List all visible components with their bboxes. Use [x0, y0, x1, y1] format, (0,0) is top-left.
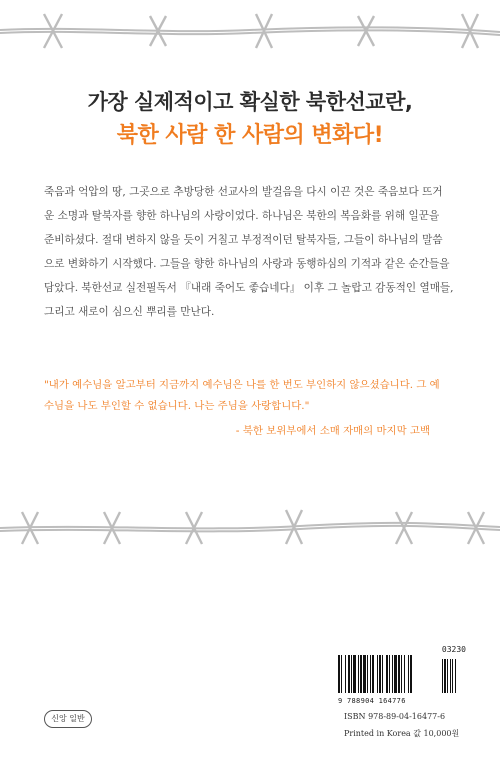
quote-line: 수님을 나도 부인할 수 없습니다. 나는 주님을 사랑합니다." — [44, 400, 310, 412]
paragraph-line: 죽음과 억압의 땅, 그곳으로 추방당한 선교사의 발걸음을 다시 이끈 것은 죽음보다 뜨거 — [44, 186, 443, 198]
barcode-bars — [338, 655, 466, 693]
barcode-addon-number: 03230 — [441, 645, 466, 654]
quote-line: "내가 예수님을 알고부터 지금까지 예수님은 나를 한 번도 부인하지 않으셨습니다. 그 예 — [44, 379, 440, 391]
barbed-wire-middle — [0, 496, 500, 556]
barcode — [338, 645, 466, 705]
barbed-wire-top — [0, 0, 500, 60]
quote-attribution: - 북한 보위부에서 소매 자매의 마지막 고백 — [235, 425, 430, 437]
isbn-text: ISBN 978-89-04-16477-6 — [344, 712, 446, 721]
headline-line-1: 가장 실제적이고 확실한 북한선교란, — [87, 90, 413, 114]
paragraph-line: 운 소명과 탈북자를 향한 하나님의 사랑이었다. 하나님은 북한의 복음화를 위해 일꾼을 — [44, 210, 440, 222]
paragraph-line: 담았다. 북한선교 실전필독서 『내래 죽어도 좋습네다』 이후 그 놀랍고 감동적인 열매들, — [44, 282, 454, 294]
headline-line-2: 북한 사람 한 사람의 변화다! — [116, 123, 384, 148]
category-badge: 신앙 일반 — [44, 710, 92, 728]
paragraph-line: 으로 변화하기 시작했다. 그들을 향한 하나님의 사랑과 동행하심의 기적과 같은 순간들을 — [44, 258, 450, 270]
price-line: Printed in Korea 값 10,000원 — [344, 729, 460, 738]
testimony-quote — [44, 375, 464, 417]
barcode-number: 9 788904 164776 — [338, 697, 406, 705]
paragraph-line: 그리고 새로이 심으신 뿌리를 만난다. — [44, 306, 215, 318]
paragraph-line: 준비하셨다. 절대 변하지 않을 듯이 거칠고 부정적이던 탈북자들, 그들이 하나님의 말씀 — [44, 234, 443, 246]
description-paragraph — [44, 180, 464, 324]
